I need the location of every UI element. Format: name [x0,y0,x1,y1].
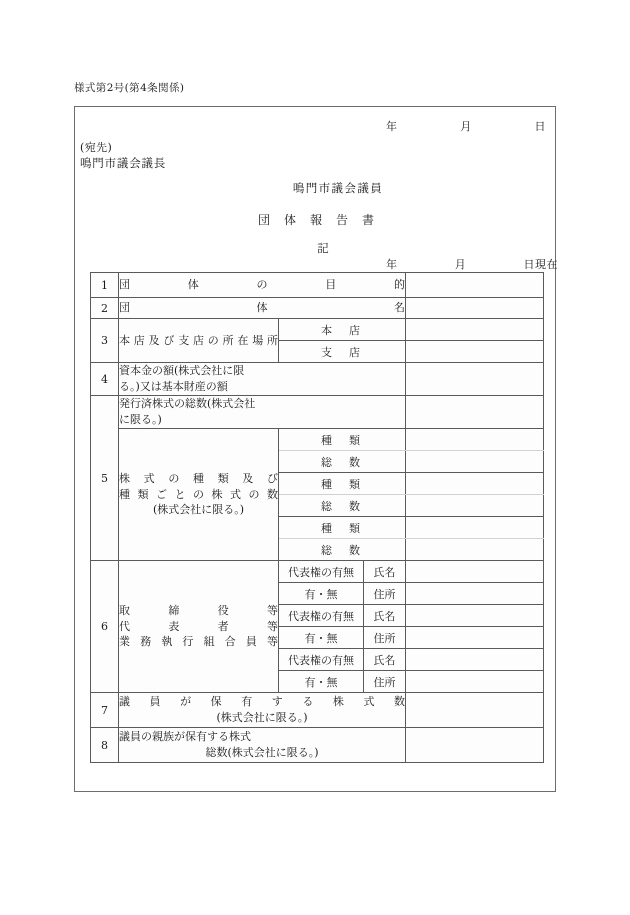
row-label-line: 代表者等 [119,619,278,633]
director-address-field[interactable] [406,671,544,693]
table-row [91,273,544,298]
share-kind-label: 種 類 [279,473,406,495]
address-label: 住所 [364,583,406,605]
representation-authority-label: 代表権の有無 [279,605,364,627]
director-name-field[interactable] [406,649,544,671]
date-line-top [386,118,546,134]
head-office-field[interactable] [406,319,544,341]
row-number: 5 [91,396,119,561]
row-label-text: 団体の目的 [119,278,406,292]
branch-office-field[interactable] [406,341,544,363]
share-count-field[interactable] [406,539,544,561]
address-label: 住所 [364,627,406,649]
director-address-field[interactable] [406,583,544,605]
row-label-line: 種類ごとの株式の数 [119,487,278,501]
name-label: 氏名 [364,649,406,671]
representation-authority-choice[interactable]: 有・無 [279,627,364,649]
row-label [119,693,406,728]
addressee-name: 鳴門市議会議長 [80,156,167,170]
row-value-field[interactable] [406,298,544,319]
share-count-field[interactable] [406,451,544,473]
row-label [119,298,406,319]
representation-authority-label: 代表権の有無 [279,649,364,671]
row-number: 7 [91,693,119,728]
row-number: 2 [91,298,119,319]
row-label-line: (株式会社に限る。) [216,711,308,724]
date-line-asof [386,256,558,272]
row-value-field[interactable] [406,728,544,763]
form-table [90,272,544,763]
sublabel-branch-office: 支 店 [279,341,406,363]
row-label-line: 議員が保有する株式数 [119,695,406,709]
row-number: 1 [91,273,119,298]
row-label [119,561,279,693]
name-label: 氏名 [364,561,406,583]
row-label-line: る。)又は基本財産の額 [119,380,228,393]
row-label [119,429,279,561]
director-name-field[interactable] [406,605,544,627]
share-kind-field[interactable] [406,429,544,451]
share-count-label: 総 数 [279,495,406,517]
share-count-label: 総 数 [279,539,406,561]
issued-shares-label [119,396,406,429]
date-year-label: 年 [386,120,398,133]
share-count-label: 総 数 [279,451,406,473]
row-value-field[interactable] [406,363,544,396]
row-value-field[interactable] [406,693,544,728]
director-address-field[interactable] [406,627,544,649]
row-label-line: 発行済株式の総数(株式会社 [119,397,256,411]
row-label-line: 業務執行組合員等 [119,635,278,649]
table-row [91,561,544,583]
date-month-label: 月 [460,120,472,133]
row-number: 3 [91,319,119,363]
row-label [119,319,279,363]
row-label-line: 株式の種類及び [119,471,278,485]
ki-mark: 記 [317,241,329,255]
row-label [119,728,406,763]
name-label: 氏名 [364,605,406,627]
row-number: 6 [91,561,119,693]
council-member-line: 鳴門市議会議員 [292,181,384,195]
row-number: 8 [91,728,119,763]
table-row [91,319,544,341]
row-label [119,273,406,298]
row-label-line: (株式会社に限る。) [152,503,245,517]
row-label [119,363,406,396]
representation-authority-choice[interactable]: 有・無 [279,671,364,693]
representation-authority-choice[interactable]: 有・無 [279,583,364,605]
share-kind-field[interactable] [406,517,544,539]
date-day-label: 日 [534,120,546,133]
row-label-line: 総数(株式会社に限る。) [205,746,319,759]
sublabel-head-office: 本 店 [279,319,406,341]
table-row [91,693,544,728]
asof-month-label: 月 [454,258,467,271]
row-value-field[interactable] [406,273,544,298]
table-row [91,363,544,396]
director-name-field[interactable] [406,561,544,583]
representation-authority-label: 代表権の有無 [279,561,364,583]
address-label: 住所 [364,671,406,693]
table-row [91,429,544,451]
issued-shares-field[interactable] [406,396,544,429]
table-row [91,298,544,319]
asof-day-label: 日現在 [523,258,558,271]
asof-year-label: 年 [386,258,398,271]
share-kind-label: 種 類 [279,517,406,539]
table-row [91,396,544,429]
row-label-line: 資本金の額(株式会社に限 [119,364,245,378]
row-label-text: 本店及び支店の所在場所 [119,333,278,347]
form-number: 様式第2号(第4条関係) [74,82,185,94]
row-label-line: 議員の親族が保有する株式 [119,730,251,744]
table-row [91,728,544,763]
row-label-line: に限る。) [119,413,162,426]
row-label-line: 取締役等 [119,603,278,617]
document-title: 団体報告書 [257,213,388,227]
share-kind-label: 種 類 [279,429,406,451]
share-count-field[interactable] [406,495,544,517]
row-label-text: 団体名 [119,301,406,315]
share-kind-field[interactable] [406,473,544,495]
row-number: 4 [91,363,119,396]
addressee-label: (宛先) [80,141,113,154]
